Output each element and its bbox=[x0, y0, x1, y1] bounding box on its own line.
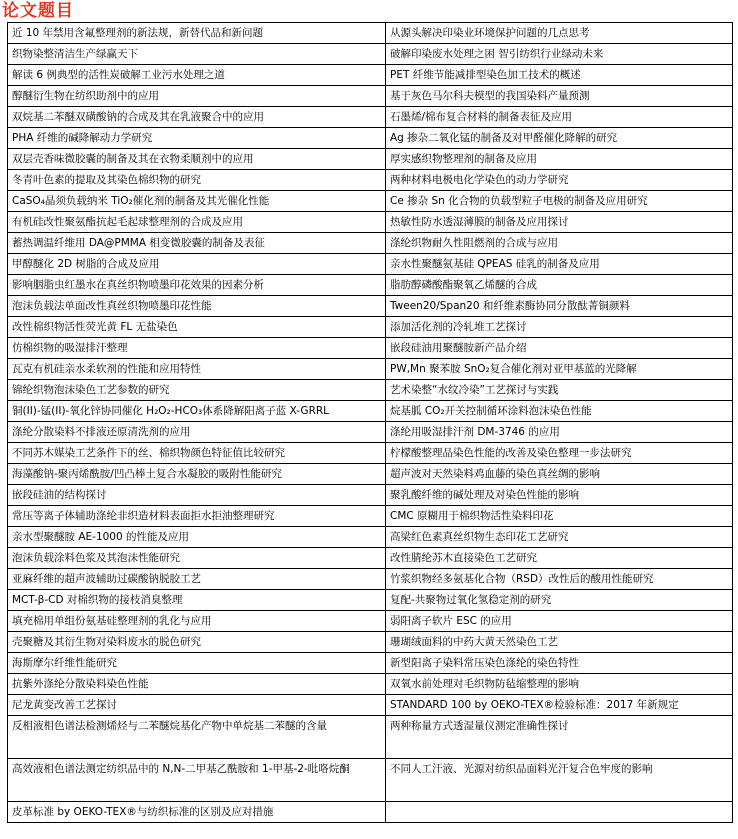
left-paper-title-cell: 双层壳香味微胶囊的制备及其在衣物柔顺剂中的应用 bbox=[8, 149, 386, 170]
left-paper-title-cell: 皮革标准 by OEKO-TEX®与纺织标准的区别及应对措施 bbox=[8, 802, 386, 823]
table-row bbox=[8, 44, 733, 65]
right-paper-title-cell: 超声波对天然染料鸡血藤的染色真丝绸的影响 bbox=[386, 464, 733, 485]
right-paper-title-cell: 涤纶织物耐久性阻燃剂的合成与应用 bbox=[386, 233, 733, 254]
right-paper-title-cell: 添加活化剂的冷轧堆工艺探讨 bbox=[386, 317, 733, 338]
right-paper-title-cell: PET 纤维节能减排型染色加工技术的概述 bbox=[386, 65, 733, 86]
right-paper-title-cell: 基于灰色马尔科夫模型的我国染料产量预测 bbox=[386, 86, 733, 107]
left-paper-title-cell: 泡沫负载涂料色浆及其泡沫性能研究 bbox=[8, 548, 386, 569]
right-paper-title-cell: 破解印染废水处理之困 智引纺织行业绿动未来 bbox=[386, 44, 733, 65]
left-paper-title-cell: 不同苏木媒染工艺条件下的丝、棉织物颜色特征值比较研究 bbox=[8, 443, 386, 464]
right-paper-title-cell bbox=[386, 802, 733, 823]
left-paper-title-cell: 嵌段硅油的结构探讨 bbox=[8, 485, 386, 506]
table-row bbox=[8, 380, 733, 401]
right-paper-title-cell: CMC 原糊用于棉织物活性染料印花 bbox=[386, 506, 733, 527]
left-paper-title-cell: 抗紫外涤纶分散染料染色性能 bbox=[8, 674, 386, 695]
table-row bbox=[8, 23, 733, 44]
right-paper-title-cell: 聚乳酸纤维的碱处理及对染色性能的影响 bbox=[386, 485, 733, 506]
paper-title-table bbox=[7, 22, 733, 823]
table-row bbox=[8, 674, 733, 695]
table-row bbox=[8, 296, 733, 317]
right-paper-title-cell: 竹浆织物经多氨基化合物（RSD）改性后的酸用性能研究 bbox=[386, 569, 733, 590]
left-paper-title-cell: MCT-β-CD 对棉织物的接枝消臭整理 bbox=[8, 590, 386, 611]
table-row bbox=[8, 759, 733, 802]
right-paper-title-cell: 双氧水前处理对毛织物防毡缩整理的影响 bbox=[386, 674, 733, 695]
right-paper-title-cell: 高梁红色素真丝织物生态印花工艺研究 bbox=[386, 527, 733, 548]
right-paper-title-cell: Ce 掺杂 Sn 化合物的负载型粒子电极的制备及应用研究 bbox=[386, 191, 733, 212]
left-paper-title-cell: 蓄热调温纤维用 DA@PMMA 相变微胶囊的制备及表征 bbox=[8, 233, 386, 254]
right-paper-title-cell: 厚实感织物整理剂的制备及应用 bbox=[386, 149, 733, 170]
table-row bbox=[8, 569, 733, 590]
right-paper-title-cell: 亲水性聚醚氨基硅 QPEAS 硅乳的制备及应用 bbox=[386, 254, 733, 275]
table-row bbox=[8, 695, 733, 716]
table-row bbox=[8, 233, 733, 254]
right-paper-title-cell: 两种称量方式透湿量仪测定准确性探讨 bbox=[386, 716, 733, 759]
left-paper-title-cell: 亚麻纤维的超声波辅助过碳酸钠脱胶工艺 bbox=[8, 569, 386, 590]
table-row bbox=[8, 443, 733, 464]
left-paper-title-cell: 填充棉用单组份氨基硅整理剂的乳化与应用 bbox=[8, 611, 386, 632]
right-paper-title-cell: 柠檬酸整理品染色性能的改善及染色整理一步法研究 bbox=[386, 443, 733, 464]
table-row bbox=[8, 548, 733, 569]
left-paper-title-cell: 尼龙黄变改善工艺探讨 bbox=[8, 695, 386, 716]
left-paper-title-cell: 高效液相色谱法测定纺织品中的 N,N-二甲基乙酰胺和 1-甲基-2-吡咯烷酮 bbox=[8, 759, 386, 802]
table-row bbox=[8, 275, 733, 296]
right-paper-title-cell: 热敏性防水透湿薄膜的制备及应用探讨 bbox=[386, 212, 733, 233]
table-row bbox=[8, 254, 733, 275]
right-paper-title-cell: 复配-共聚物过氧化氢稳定剂的研究 bbox=[386, 590, 733, 611]
table-row bbox=[8, 464, 733, 485]
right-paper-title-cell: 脂肪醇磷酸酯聚氧乙烯醚的合成 bbox=[386, 275, 733, 296]
left-paper-title-cell: 亲水型聚醚胺 AE-1000 的性能及应用 bbox=[8, 527, 386, 548]
table-row bbox=[8, 802, 733, 823]
table-row bbox=[8, 86, 733, 107]
right-paper-title-cell: 烷基胍 CO₂开关控制循环涂料泡沫染色性能 bbox=[386, 401, 733, 422]
right-paper-title-cell: 新型阳离子染料常压染色涤纶的染色特性 bbox=[386, 653, 733, 674]
right-paper-title-cell: Tween20/Span20 和纤维素酶协同分散酞菁铜颜料 bbox=[386, 296, 733, 317]
table-row bbox=[8, 716, 733, 759]
left-paper-title-cell: 织物染整清洁生产绿赢天下 bbox=[8, 44, 386, 65]
right-paper-title-cell: 从源头解决印染业环境保护问题的几点思考 bbox=[386, 23, 733, 44]
table-row bbox=[8, 338, 733, 359]
left-paper-title-cell: 涤纶分散染料不排液还原清洗剂的应用 bbox=[8, 422, 386, 443]
right-paper-title-cell: 珊瑚绒面料的中药大黄天然染色工艺 bbox=[386, 632, 733, 653]
table-row bbox=[8, 191, 733, 212]
table-row bbox=[8, 611, 733, 632]
table-row bbox=[8, 422, 733, 443]
left-paper-title-cell: 影响胭脂虫红墨水在真丝织物喷墨印花效果的因素分析 bbox=[8, 275, 386, 296]
table-row bbox=[8, 632, 733, 653]
left-paper-title-cell: 反相液相色谱法检测烯烃与二苯醚烷基化产物中单烷基二苯醚的含量 bbox=[8, 716, 386, 759]
right-paper-title-cell: 石墨烯/棉布复合材料的制备表征及应用 bbox=[386, 107, 733, 128]
left-paper-title-cell: 壳聚糖及其衍生物对染料废水的脱色研究 bbox=[8, 632, 386, 653]
left-paper-title-cell: 仿棉织物的吸湿排汗整理 bbox=[8, 338, 386, 359]
page-title: 论文题目 bbox=[2, 1, 74, 21]
right-paper-title-cell: 涤纶用吸湿排汗剂 DM-3746 的应用 bbox=[386, 422, 733, 443]
left-paper-title-cell: 甲醇醚化 2D 树脂的合成及应用 bbox=[8, 254, 386, 275]
table-row bbox=[8, 359, 733, 380]
left-paper-title-cell: 海斯摩尔纤维性能研究 bbox=[8, 653, 386, 674]
table-row bbox=[8, 170, 733, 191]
left-paper-title-cell: 改性棉织物活性荧光黄 FL 无盐染色 bbox=[8, 317, 386, 338]
left-paper-title-cell: 醇醚衍生物在纺织助剂中的应用 bbox=[8, 86, 386, 107]
left-paper-title-cell: 铜(II)-锰(II)-氧化锌协同催化 H₂O₂-HCO₃体系降解阳离子蓝 X-GRRL bbox=[8, 401, 386, 422]
left-paper-title-cell: 常压等离子体辅助涤纶非织造材料表面拒水拒油整理研究 bbox=[8, 506, 386, 527]
left-paper-title-cell: 泡沫负载法单面改性真丝织物喷墨印花性能 bbox=[8, 296, 386, 317]
table-row bbox=[8, 212, 733, 233]
table-row bbox=[8, 107, 733, 128]
table-row bbox=[8, 506, 733, 527]
left-paper-title-cell: 解读 6 例典型的活性炭破解工业污水处理之道 bbox=[8, 65, 386, 86]
right-paper-title-cell: 弱阳离子软片 ESC 的应用 bbox=[386, 611, 733, 632]
left-paper-title-cell: PHA 纤维的碱降解动力学研究 bbox=[8, 128, 386, 149]
left-paper-title-cell: 瓦克有机硅亲水柔软剂的性能和应用特性 bbox=[8, 359, 386, 380]
table-row bbox=[8, 128, 733, 149]
table-row bbox=[8, 149, 733, 170]
paper-title-table-body bbox=[8, 23, 733, 823]
right-paper-title-cell: PW,Mn 聚苯胺 SnO₂复合催化剂对亚甲基蓝的光降解 bbox=[386, 359, 733, 380]
left-paper-title-cell: 近 10 年禁用含氟整理剂的新法规，新替代品和新问题 bbox=[8, 23, 386, 44]
table-row bbox=[8, 527, 733, 548]
right-paper-title-cell: STANDARD 100 by OEKO-TEX®检验标准：2017 年新规定 bbox=[386, 695, 733, 716]
right-paper-title-cell: 改性腈纶苏木直接染色工艺研究 bbox=[386, 548, 733, 569]
left-paper-title-cell: 双烷基二苯醚双磺酸钠的合成及其在乳液聚合中的应用 bbox=[8, 107, 386, 128]
table-row bbox=[8, 65, 733, 86]
right-paper-title-cell: Ag 掺杂二氧化锰的制备及对甲醛催化降解的研究 bbox=[386, 128, 733, 149]
table-row bbox=[8, 590, 733, 611]
left-paper-title-cell: 锦纶织物泡沫染色工艺参数的研究 bbox=[8, 380, 386, 401]
table-row bbox=[8, 653, 733, 674]
left-paper-title-cell: 海藻酸钠-聚丙烯酰胺/凹凸棒土复合水凝胶的吸附性能研究 bbox=[8, 464, 386, 485]
left-paper-title-cell: 冬青叶色素的提取及其染色棉织物的研究 bbox=[8, 170, 386, 191]
right-paper-title-cell: 艺术染整“水纹冷染”工艺探讨与实践 bbox=[386, 380, 733, 401]
table-row bbox=[8, 485, 733, 506]
left-paper-title-cell: CaSO₄晶须负载纳米 TiO₂催化剂的制备及其光催化性能 bbox=[8, 191, 386, 212]
table-row bbox=[8, 401, 733, 422]
right-paper-title-cell: 嵌段硅油用聚醚胺新产品介绍 bbox=[386, 338, 733, 359]
left-paper-title-cell: 有机硅改性聚氨酯抗起毛起球整理剂的合成及应用 bbox=[8, 212, 386, 233]
right-paper-title-cell: 不同人工汗液、光源对纺织品面料光汗复合色牢度的影响 bbox=[386, 759, 733, 802]
table-row bbox=[8, 317, 733, 338]
right-paper-title-cell: 两种材料电极电化学染色的动力学研究 bbox=[386, 170, 733, 191]
